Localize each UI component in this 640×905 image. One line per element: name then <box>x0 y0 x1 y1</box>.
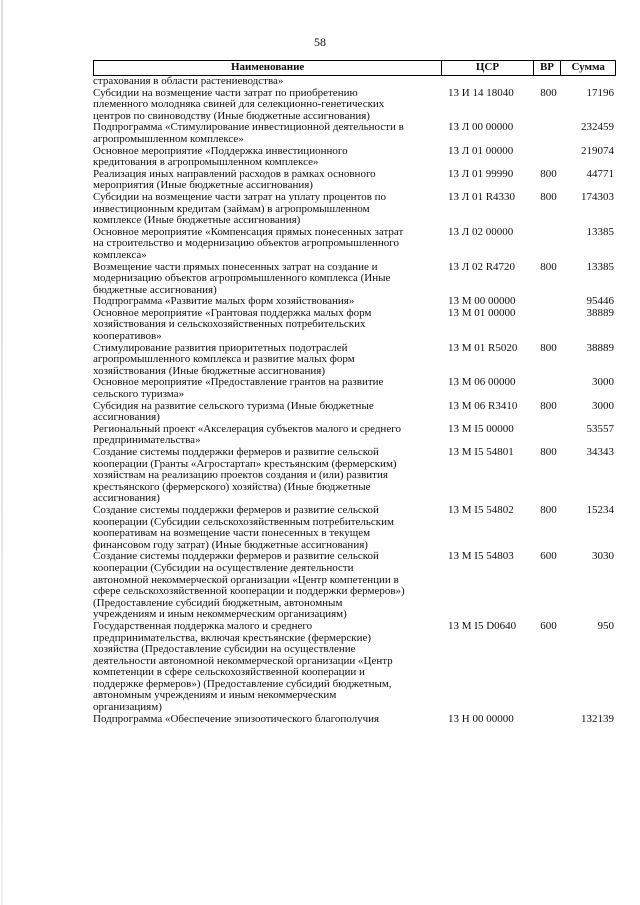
header-vr: ВР <box>534 61 562 75</box>
row-name: Региональный проект «Акселерация субъектов малого и среднего предпринимательства» <box>93 422 401 447</box>
row-name: Подпрограмма «Обеспечение эпизоотического благополучия <box>93 712 380 725</box>
row-vr: 800 <box>540 190 557 203</box>
row-sum: 53557 <box>586 422 614 435</box>
row-csr: 13 Л 01 99990 <box>448 167 514 180</box>
row-csr: 13 Н 00 00000 <box>448 712 514 725</box>
table-row <box>93 308 616 343</box>
page-number: 58 <box>314 35 326 49</box>
table-row <box>93 447 616 505</box>
row-csr: 13 Л 02 00000 <box>448 225 514 238</box>
row-csr: 13 М 01 00000 <box>448 306 516 319</box>
table-row <box>93 377 616 400</box>
table-row <box>93 122 616 145</box>
row-csr: 13 М 06 R3410 <box>448 399 518 412</box>
row-csr: 13 М I5 D0640 <box>448 619 517 632</box>
row-name: Возмещение части прямых понесенных затрат на создание и модернизацию объектов агропромышленного комплекса (Иные бюджетные ассигнования) <box>93 260 391 296</box>
table-row <box>93 262 616 297</box>
row-csr: 13 М 06 00000 <box>448 376 516 389</box>
row-sum: 232459 <box>581 121 614 134</box>
row-name: Реализация иных направлений расходов в рамках основного мероприятия (Иные бюджетные ассигнования) <box>93 167 376 192</box>
row-name: Основное мероприятие «Грантовая поддержка малых форм хозяйствования и сельскохозяйственных потребительских кооперативов» <box>93 306 372 343</box>
row-sum: 174303 <box>581 190 614 203</box>
row-sum: 132139 <box>581 712 614 725</box>
row-sum: 95446 <box>586 295 614 308</box>
row-name: Субсидия на развитие сельского туризма (Иные бюджетные ассигнования) <box>93 399 374 424</box>
header-name: Наименование <box>94 61 442 75</box>
row-name: Субсидии на возмещение части затрат по приобретению племенного молодняка свиней для селекционно-генетических центров по свиноводству (Иные бюджетные ассигнования) <box>93 86 385 122</box>
row-vr: 800 <box>540 503 557 516</box>
row-sum: 34343 <box>586 446 614 458</box>
table-row <box>93 551 616 621</box>
row-sum: 3030 <box>592 550 614 563</box>
row-name: Основное мероприятие «Предоставление грантов на развитие сельского туризма» <box>93 376 384 401</box>
row-vr: 800 <box>540 399 557 412</box>
row-sum: 3000 <box>592 399 614 412</box>
budget-table <box>93 60 616 725</box>
row-csr: 13 Л 01 00000 <box>448 144 514 157</box>
row-name: Основное мероприятие «Поддержка инвестиционного кредитования в агропромышленном комплексе» <box>93 144 348 169</box>
scan-edge <box>1 0 3 905</box>
table-row <box>93 714 616 726</box>
table-row <box>93 76 616 88</box>
row-name: Стимулирование развития приоритетных подотраслей агропромышленного комплекса и развитие малых форм хозяйствования (Иные бюджетные ассигнования) <box>93 341 355 377</box>
row-sum: 13385 <box>586 260 614 273</box>
row-csr: 13 И 14 18040 <box>448 86 514 99</box>
row-csr: 13 М I5 54802 <box>448 503 514 516</box>
header-csr: ЦСР <box>442 61 533 75</box>
row-name: Подпрограмма «Стимулирование инвестиционной деятельности в агропромышленном комплексе» <box>93 121 404 145</box>
row-sum: 3000 <box>592 376 614 389</box>
table-row <box>93 192 616 227</box>
row-name: Основное мероприятие «Компенсация прямых понесенных затрат на строительство и модернизацию объектов агропромышленного комплекса» <box>93 225 404 261</box>
row-csr: 13 Л 02 R4720 <box>448 260 516 273</box>
table-row <box>93 343 616 378</box>
row-sum: 219074 <box>581 144 614 157</box>
table-row <box>93 88 616 123</box>
row-name: Субсидии на возмещение части затрат на уплату процентов по инвестиционным кредитам (займам) в агропромышленном комплексе (Иные бюджетные ассигнования) <box>93 190 387 227</box>
row-vr: 800 <box>540 260 557 273</box>
row-name: Создание системы поддержки фермеров и развитие сельской кооперации (Гранты «Агростартап» крестьянским (фермерским) хозяйствам на реализацию проектов создания и (или) развития крестьянского (фермерского) хозяйства) (Иные бюджетные ассигнования) <box>93 446 397 505</box>
row-csr: 13 М I5 00000 <box>448 422 514 435</box>
table-row <box>93 146 616 169</box>
table-body <box>93 76 616 725</box>
row-name: Государственная поддержка малого и среднего предпринимательства, включая крестьянские (фермерские) хозяйства (Предоставление субсидии на осуществление деятельности автономной некоммерческой организации «Центр компетенции в сфере сельскохозяйственной кооперации и поддержке фермеров») (Предоставление субсидий бюджетным, автономным учреждениям и иным некоммерческим организациям) <box>93 619 393 714</box>
row-csr: 13 Л 00 00000 <box>448 121 514 134</box>
row-sum: 950 <box>597 619 614 632</box>
row-name: Создание системы поддержки фермеров и развитие сельской кооперации (Субсидии сельскохозяйственным потребительским кооперативам на возмещение части понесенных в текущем финансовом году затрат) (Иные бюджетные ассигнования) <box>93 503 394 551</box>
row-csr: 13 М 00 00000 <box>448 295 516 308</box>
table-header <box>93 60 616 76</box>
row-name: Создание системы поддержки фермеров и развитие сельской кооперации (Субсидии на осуществление деятельности автономной некоммерческой организации «Центр компетенции в сфере сельскохозяйственной кооперации и поддержки фермеров») (Предоставление субсидий бюджетным, автономным учреждениям и иным некоммерческим организациям) <box>93 550 405 621</box>
table-row <box>93 621 616 714</box>
table-row <box>93 169 616 192</box>
header-sum: Сумма <box>571 61 605 73</box>
row-csr: 13 Л 01 R4330 <box>448 190 516 203</box>
row-vr: 600 <box>540 550 557 563</box>
row-csr: 13 М I5 54801 <box>448 446 514 458</box>
table-row <box>93 424 616 447</box>
row-vr: 800 <box>540 446 557 458</box>
row-vr: 600 <box>540 619 557 632</box>
row-vr: 800 <box>540 341 557 354</box>
table-row <box>93 505 616 551</box>
row-sum: 17196 <box>586 86 614 99</box>
row-vr: 800 <box>540 86 557 99</box>
row-name: страхования в области растениеводства» <box>93 75 284 87</box>
row-sum: 38889 <box>586 341 614 354</box>
row-sum: 44771 <box>586 167 614 180</box>
table-row <box>93 227 616 262</box>
table-row <box>93 401 616 424</box>
row-sum: 38889 <box>586 306 614 319</box>
row-csr: 13 М 01 R5020 <box>448 341 518 354</box>
row-name: Подпрограмма «Развитие малых форм хозяйствования» <box>93 295 355 308</box>
row-csr: 13 М I5 54803 <box>448 550 514 563</box>
row-vr: 800 <box>540 167 557 180</box>
row-sum: 15234 <box>586 503 614 516</box>
row-sum: 13385 <box>586 225 614 238</box>
